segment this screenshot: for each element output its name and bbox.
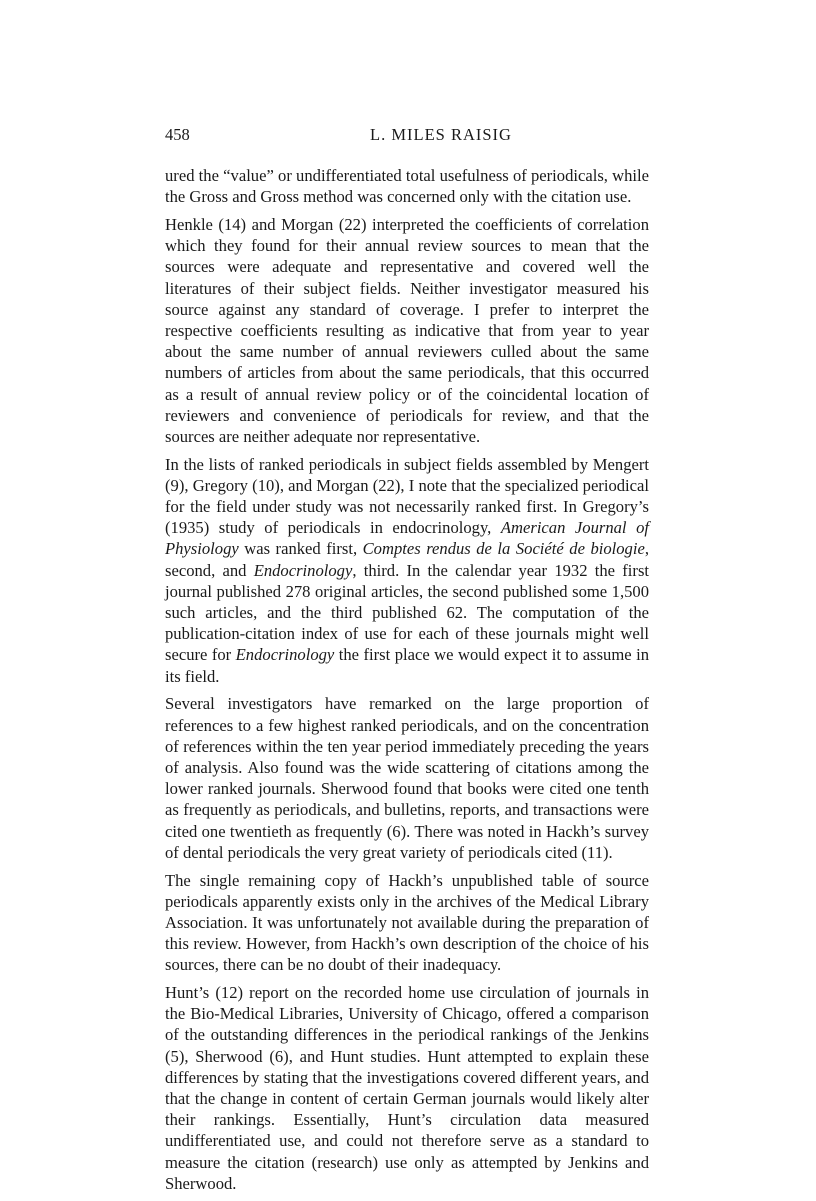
text-run: In the lists of ranked periodicals in subject fields assembled by Mengert (9), Gregory (10), and Morgan (22), I note that the specialized periodical for the field under study was not necessarily ranked first. In Gregory’s (1935) study of periodicals in endocrinology, xyxy=(165,454,649,538)
paragraph xyxy=(165,693,649,863)
paragraph xyxy=(165,870,649,976)
text-run: Hunt’s (12) report on the recorded home use circulation of journals in the Bio-Medical Libraries, University of Chicago, offered a comparison of the outstanding differences in the periodical rankings of the Jenkins (5), Sherwood (6), and Hunt studies. Hunt attempted to explain these differences by stating that the investigations covered different years, and that the change in content of certain German journals would likely alter their rankings. Essentially, Hunt’s circulation data measured undifferentiated use, and could not therefore serve as a standard to measure the citation (research) use only as attempted by Jenkins and Sherwood. xyxy=(165,983,649,1193)
journal-title: Endocrinology xyxy=(253,560,353,580)
paragraph xyxy=(165,454,649,687)
page xyxy=(165,120,649,1201)
body-text xyxy=(165,165,649,1194)
text-run: Henkle (14) and Morgan (22) interpreted the coefficients of correlation which they found for their annual review sources to mean that the sources were adequate and representative and covered well the literatures of their subject fields. Neither investigator measured his source against any standard of coverage. I prefer to interpret the respective coefficients resulting as indicative that from year to year about the same number of annual reviewers culled about the same numbers of articles from about the same periodicals, that this occurred as a result of annual review policy or of the coincidental location of reviewers and convenience of periodicals for review, and that the sources are neither adequate nor representative. xyxy=(165,214,649,446)
paragraph xyxy=(165,165,649,207)
page-number: 458 xyxy=(165,125,190,144)
text-run: The single remaining copy of Hackh’s unpublished table of source periodicals apparently exists only in the archives of the Medical Library Association. It was unfortunately not available during the preparation of this review. However, from Hackh’s own description of the choice of his sources, there can be no doubt of their inadequacy. xyxy=(165,870,649,975)
text-run: Several investigators have remarked on the large proportion of references to a few highest ranked periodicals, and on the concentration of references within the ten year period immediately preceding the years of analysis. Also found was the wide scattering of citations among the lower ranked journals. Sherwood found that books were cited one tenth as frequently as periodicals, and bulletins, reports, and transactions were cited one twentieth as frequently (6). There was noted in Hackh’s survey of dental periodicals the very great variety of periodicals cited (11). xyxy=(165,694,649,862)
running-head xyxy=(165,120,649,150)
running-head-author: L. MILES RAISIG xyxy=(370,125,512,144)
text-run: , third. In the calendar year 1932 the first journal published 278 original articles, the second published some 1,500 such articles, and the third published 62. The computation of the publication-citation index of use for each of these journals might well secure for xyxy=(165,560,650,665)
text-run: the first place we would expect it to assume in its field. xyxy=(165,645,649,686)
paragraph xyxy=(165,214,649,447)
text-run: ured the “value” or undifferentiated total usefulness of periodicals, while the Gross and Gross method was concerned only with the citation use. xyxy=(165,166,649,207)
text-run: , second, and xyxy=(165,539,649,580)
journal-title: Comptes rendus de la Société de biologie xyxy=(362,539,645,559)
paragraph xyxy=(165,982,649,1194)
journal-title: Endocrinology xyxy=(235,645,335,665)
text-run: was ranked first, xyxy=(238,539,363,559)
journal-title: American Journal of Physiology xyxy=(165,518,649,559)
